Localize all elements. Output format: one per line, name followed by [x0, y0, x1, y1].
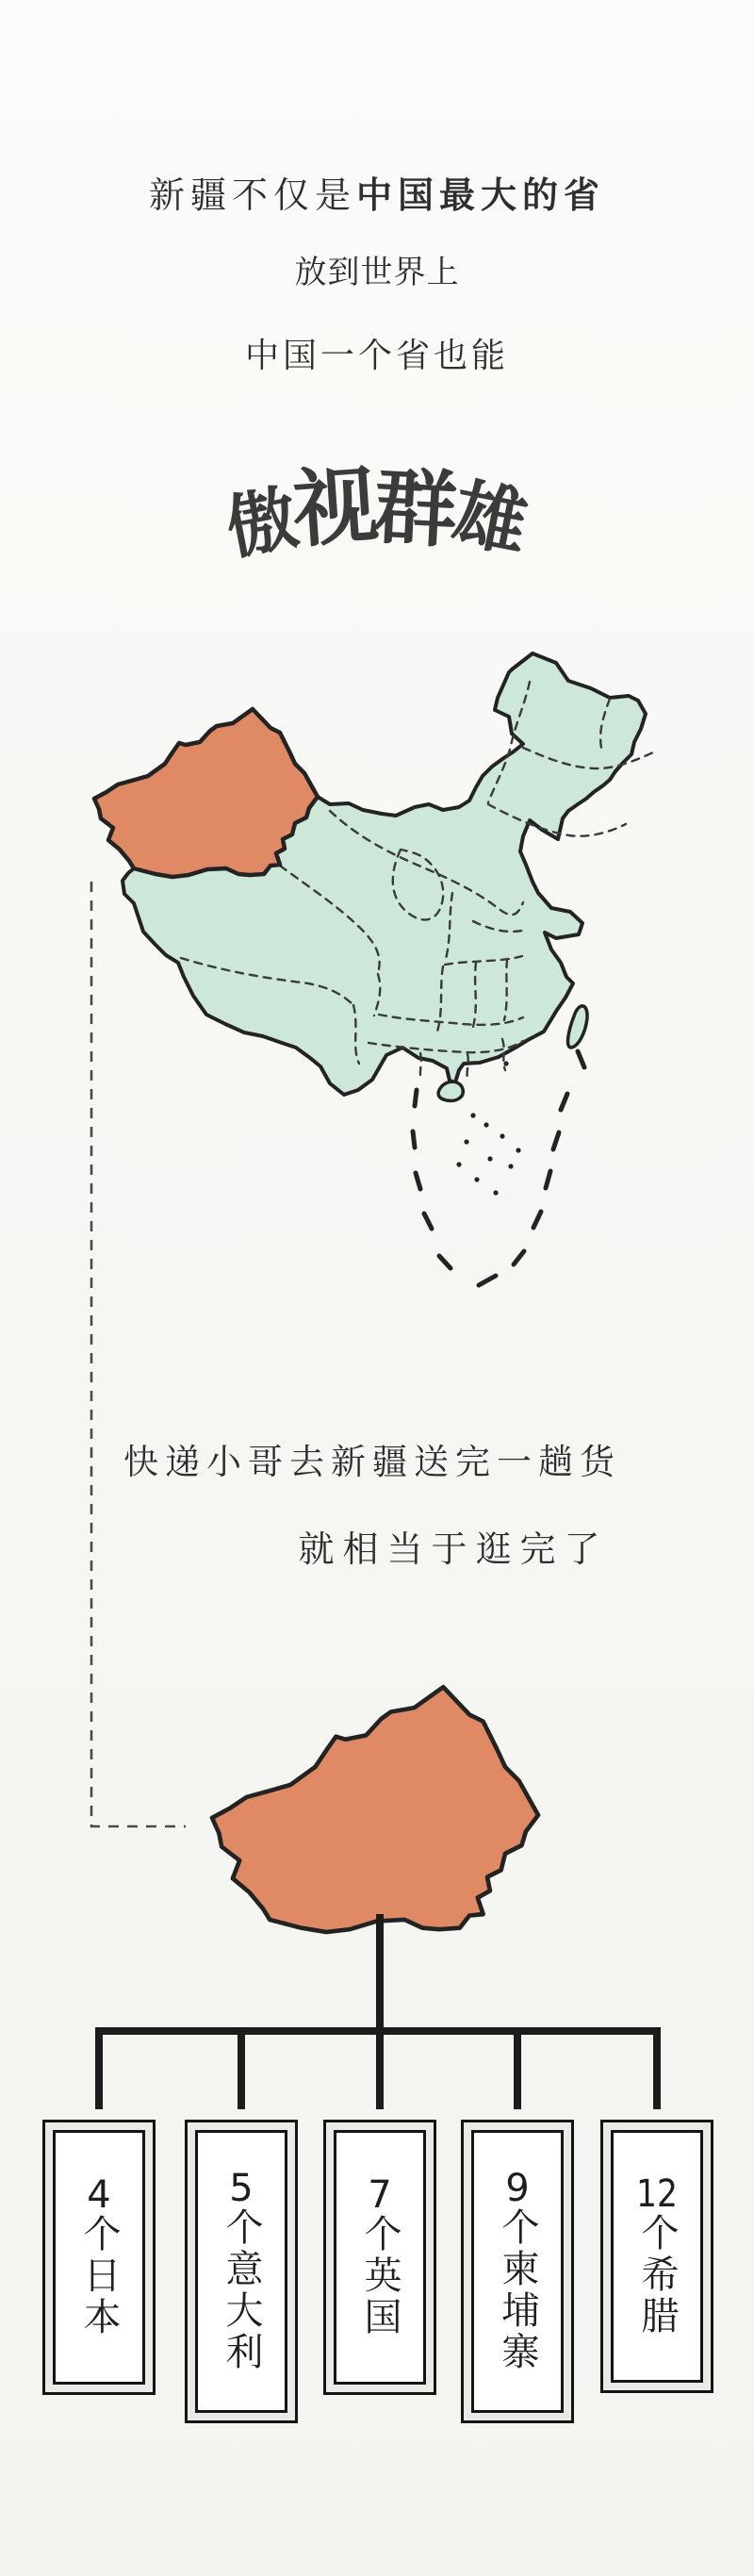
arc-headline-char: 雄 — [446, 471, 534, 569]
comparison-label — [358, 2176, 402, 2338]
comparison-unit: 个 — [496, 2207, 539, 2249]
comparison-box-greece — [600, 2120, 713, 2393]
hainan-island — [438, 1082, 463, 1100]
comparison-box-inner — [53, 2130, 145, 2385]
comparison-country: 柬埔寨 — [496, 2249, 539, 2373]
comparison-box-inner — [471, 2130, 564, 2413]
taiwan-island — [568, 1006, 588, 1048]
comparison-box-inner — [334, 2130, 426, 2385]
comparison-count: 7 — [368, 2176, 392, 2214]
comparison-unit: 个 — [358, 2214, 402, 2255]
intro-line-1-bold: 中国最大的省 — [356, 174, 606, 216]
comparison-count: 12 — [636, 2175, 678, 2213]
intro-line-1 — [0, 166, 754, 218]
comparison-country: 日本 — [77, 2255, 121, 2338]
comparison-label — [220, 2170, 263, 2373]
comparison-count: 4 — [87, 2176, 111, 2214]
comparison-country: 希腊 — [635, 2254, 679, 2337]
comparison-label — [496, 2170, 539, 2373]
comparison-box-inner — [611, 2130, 703, 2383]
nine-dash-line — [413, 1051, 584, 1285]
comparison-box-japan — [42, 2120, 156, 2395]
middle-line-2: 就相当于逛完了 — [298, 1528, 609, 1570]
comparison-label — [77, 2176, 121, 2338]
comparison-unit: 个 — [220, 2207, 263, 2249]
intro-line-1-normal: 新疆不仅是 — [148, 174, 356, 216]
comparison-country: 意大利 — [220, 2249, 263, 2373]
comparison-count: 5 — [229, 2170, 254, 2207]
tree-connector — [0, 1914, 754, 2112]
comparison-box-inner — [195, 2130, 287, 2413]
middle-line-1: 快递小哥去新疆送完一趟货 — [123, 1442, 621, 1482]
arc-headline-char: 群 — [371, 457, 460, 560]
xinjiang-enlarged-shape — [212, 1687, 538, 1932]
comparison-label — [635, 2175, 679, 2337]
comparison-box-uk — [323, 2120, 436, 2395]
comparison-unit: 个 — [635, 2213, 679, 2254]
comparison-box-cambodia — [461, 2120, 574, 2423]
comparison-box-italy — [185, 2120, 298, 2423]
intro-line-3: 中国一个省也能 — [244, 337, 509, 375]
comparison-unit: 个 — [77, 2214, 121, 2255]
arc-headline-char: 傲 — [220, 476, 304, 570]
comparison-country: 英国 — [358, 2255, 402, 2338]
xinjiang-enlarged — [174, 1636, 551, 1957]
arc-headline — [0, 454, 754, 586]
arc-headline-char: 视 — [289, 454, 382, 561]
comparison-count: 9 — [505, 2170, 530, 2207]
intro-line-2: 放到世界上 — [294, 254, 460, 291]
